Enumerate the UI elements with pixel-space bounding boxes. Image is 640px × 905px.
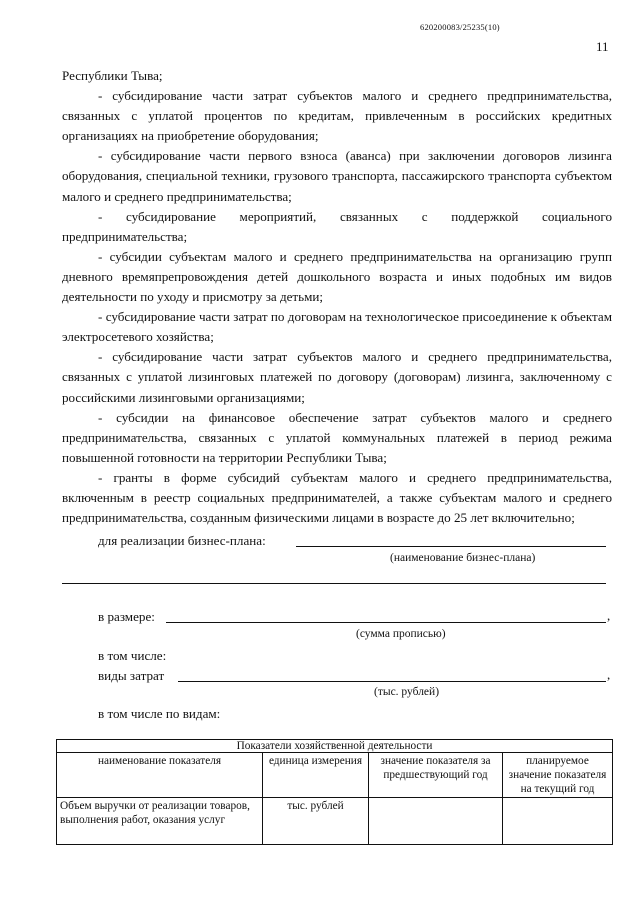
- amount-fill-line[interactable]: [166, 622, 606, 623]
- cost-types-comma: ,: [607, 667, 611, 682]
- header-previous-year-value: значение показателя за предшествующий год: [369, 753, 503, 798]
- table-header-row: [57, 753, 613, 798]
- amount-label: в размере:: [98, 609, 155, 624]
- cell-unit: тыс. рублей: [263, 798, 369, 845]
- list-item: - субсидирование части затрат субъектов малого и среднего предпринимательства, связанных с уплатой лизинговых платежей по договору (договорам) лизинга, заключенному с российскими лизинговыми организациями;: [62, 349, 612, 405]
- list-item: - субсидии субъектам малого и среднего предпринимательства на организацию групп дневного времяпрепровождения детей дошкольного возраста и иных подобных им видов деятельности по уходу и присмотру за детьми;: [62, 248, 612, 305]
- business-plan-fill-line-2[interactable]: [62, 583, 606, 584]
- list-item: - субсидирование части первого взноса (аванса) при заключении договоров лизинга оборудования, специальной техники, грузового транспорта, пассажирского транспорта субъектом малого и среднего предпринимательства;: [62, 148, 612, 204]
- header-unit: единица измерения: [263, 753, 369, 798]
- indicators-table: [56, 739, 613, 845]
- document-body: [62, 66, 612, 528]
- including-label: в том числе:: [98, 648, 167, 663]
- page-number: 11: [596, 39, 609, 54]
- list-item: - субсидирование мероприятий, связанных с поддержкой социального предпринимательства;: [62, 208, 612, 244]
- business-plan-caption: (наименование бизнес-плана): [390, 552, 536, 564]
- document-code: 620200083/25235(10): [420, 22, 500, 32]
- amount-caption: (сумма прописью): [356, 628, 446, 640]
- by-types-label: в том числе по видам:: [98, 706, 221, 721]
- header-planned-value: планируемое значение показателя на текущий год: [503, 753, 613, 798]
- paragraph-continuation: Республики Тыва;: [62, 68, 163, 83]
- list-item: - субсидирование части затрат субъектов малого и среднего предпринимательства, связанных с уплатой процентов по кредитам, привлеченным в российских кредитных организациях на приобретение оборудования;: [62, 88, 612, 144]
- amount-comma: ,: [607, 608, 611, 623]
- cell-previous-year-value[interactable]: [369, 798, 503, 845]
- table-title: Показатели хозяйственной деятельности: [57, 740, 613, 753]
- cost-types-fill-line[interactable]: [178, 681, 606, 682]
- header-indicator-name: наименование показателя: [57, 753, 263, 798]
- list-item: - гранты в форме субсидий субъектам малого и среднего предпринимательства, включенным в реестр социальных предпринимателей, а также субъектам малого и среднего предпринимательства, созданным физическими лицами в возрасте до 25 лет включительно;: [62, 469, 612, 526]
- table-row: [57, 798, 613, 845]
- cell-planned-value[interactable]: [503, 798, 613, 845]
- cell-indicator-name: Объем выручки от реализации товаров, выполнения работ, оказания услуг: [57, 798, 263, 845]
- cost-types-label: виды затрат: [98, 668, 165, 683]
- business-plan-label: для реализации бизнес-плана:: [98, 533, 266, 548]
- business-plan-fill-line[interactable]: [296, 546, 606, 547]
- list-item: - субсидирование части затрат по договорам на технологическое присоединение к объектам электросетевого хозяйства;: [62, 309, 612, 345]
- cost-types-caption: (тыс. рублей): [374, 686, 440, 698]
- list-item: - субсидии на финансовое обеспечение затрат субъектов малого и среднего предпринимательства, связанных с уплатой коммунальных платежей в период режима повышенной готовности на территории Республики Тыва;: [62, 409, 612, 465]
